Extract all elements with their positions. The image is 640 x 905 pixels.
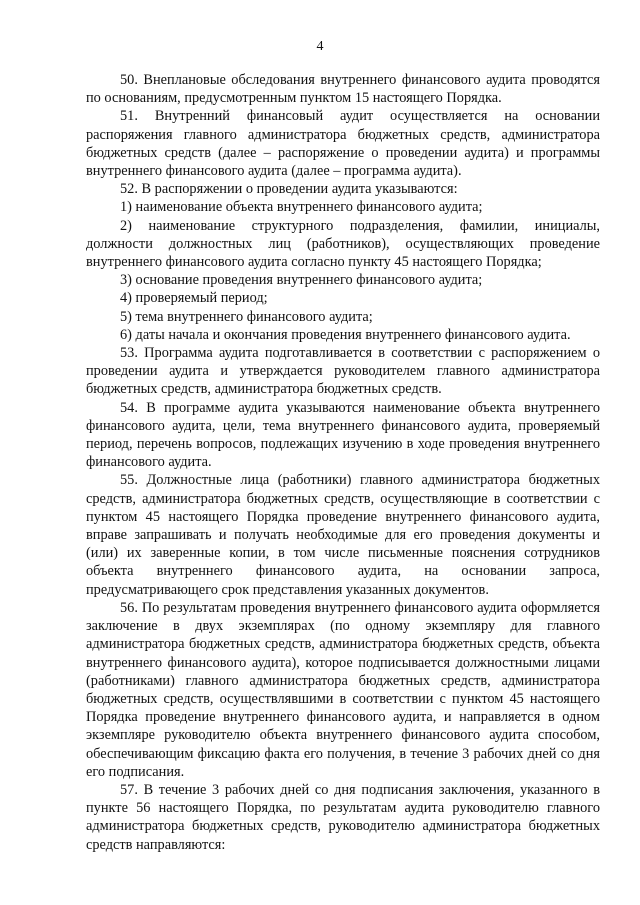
paragraph-51: 51. Внутренний финансовый аудит осуществляется на основании распоряжения главного администратора бюджетных средств, администратора бюджетных средств (далее – распоряжение о проведении аудита) и программы внутреннего финансового аудита (далее – программа аудита). bbox=[86, 108, 600, 180]
list-item-3: 3) основание проведения внутреннего финансового аудита; bbox=[120, 272, 483, 289]
paragraph-52: 52. В распоряжении о проведении аудита указываются: bbox=[120, 181, 458, 198]
list-item-2: 2) наименование структурного подразделения, фамилии, инициалы, должности должностных лиц (работников), осуществляющих проведение внутреннего финансового аудита согласно пункту 45 настоящего Порядка; bbox=[86, 217, 600, 271]
list-item-6: 6) даты начала и окончания проведения внутреннего финансового аудита. bbox=[120, 326, 571, 343]
list-item-1: 1) наименование объекта внутреннего финансового аудита; bbox=[120, 199, 483, 216]
paragraph-56: 56. По результатам проведения внутреннего финансового аудита оформляется заключение в двух экземплярах (по одному экземпляру для главного администратора бюджетных средств, администратора бюджетных средств, объекта внутреннего финансового аудита), которое подписывается должностными лицами (работниками) главного администратора бюджетных средств, администратора бюджетных средств, осуществлявшими в соответствии с пунктом 45 настоящего Порядка проведение внутреннего финансового аудита, и направляется в одном экземпляре руководителю объекта внутреннего финансового аудита способом, обеспечивающим фиксацию факта его получения, в течение 3 рабочих дней со дня его подписания. bbox=[86, 599, 600, 780]
paragraph-53: 53. Программа аудита подготавливается в соответствии с распоряжением о проведении аудита и утверждается руководителем главного администратора бюджетных средств, администратора бюджетных средств. bbox=[86, 345, 600, 398]
paragraph-57: 57. В течение 3 рабочих дней со дня подписания заключения, указанного в пункте 56 настоящего Порядка, по результатам аудита руководителю главного администратора бюджетных средств, руководителю администратора бюджетных средств направляются: bbox=[86, 781, 600, 853]
list-item-4: 4) проверяемый период; bbox=[120, 290, 268, 307]
paragraph-50: 50. Внеплановые обследования внутреннего финансового аудита проводятся по основаниям, предусмотренным пунктом 15 настоящего Порядка. bbox=[86, 72, 600, 107]
paragraph-55: 55. Должностные лица (работники) главного администратора бюджетных средств, администратора бюджетных средств, осуществляющие в соответствии с пунктом 45 настоящего Порядка проведение внутреннего финансового аудита, вправе запрашивать и получать необходимые для его проведения документы и (или) их заверенные копии, в том числе письменные пояснения сотрудников объекта внутреннего финансового аудита, на основании запроса, предусматривающего срок представления указанных документов. bbox=[86, 472, 600, 598]
list-item-5: 5) тема внутреннего финансового аудита; bbox=[120, 308, 373, 325]
document-body bbox=[86, 71, 600, 854]
page-number: 4 bbox=[316, 39, 324, 54]
paragraph-54: 54. В программе аудита указываются наименование объекта внутреннего финансового аудита, цели, тема внутреннего финансового аудита, проверяемый период, перечень вопросов, подлежащих изучению в ходе проведения внутреннего финансового аудита. bbox=[86, 399, 600, 471]
